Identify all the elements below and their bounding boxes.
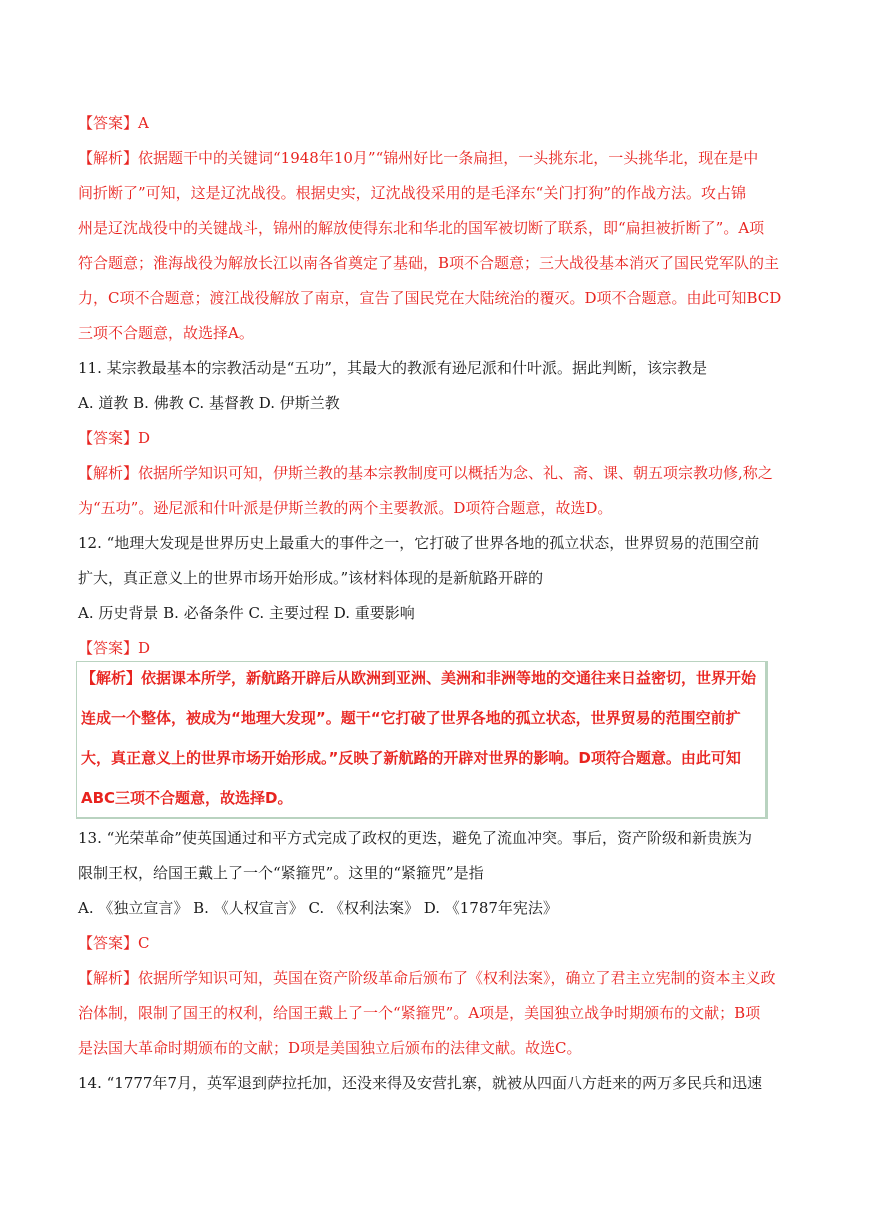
question-line: 13. “光荣革命”使英国通过和平方式完成了政权的更迭，避免了流血冲突。事后，资产阶级和新贵族为 xyxy=(78,829,752,847)
answer-analysis-line: 州是辽沈战役中的关键战斗，锦州的解放使得东北和华北的国军被切断了联系，即“扁担被折断了”。A项 xyxy=(78,219,765,237)
answer-analysis-line: 【解析】依据题干中的关键词“1948年10月”“锦州好比一条扁担，一头挑东北，一头挑华北，现在是中 xyxy=(78,149,759,167)
answer-analysis-line: 力，C项不合题意；渡江战役解放了南京，宣告了国民党在大陆统治的覆灭。D项不合题意。由此可知BCD xyxy=(78,289,782,307)
boxed-line: 连成一个整体，被成为“地理大发现”。题干“它打破了世界各地的孤立状态，世界贸易的范围空前扩 xyxy=(81,709,741,727)
question-line: A. 《独立宣言》 B. 《人权宣言》 C. 《权利法案》 D. 《1787年宪法》 xyxy=(78,899,558,917)
answer-analysis-line: 【答案】D xyxy=(78,429,151,447)
answer-analysis-line: 符合题意；淮海战役为解放长江以南各省奠定了基础，B项不合题意；三大战役基本消灭了国民党军队的主 xyxy=(78,254,780,272)
question-line: A. 道教 B. 佛教 C. 基督教 D. 伊斯兰教 xyxy=(78,394,340,412)
question-line: 扩大，真正意义上的世界市场开始形成。”该材料体现的是新航路开辟的 xyxy=(78,569,544,587)
answer-analysis-line: 是法国大革命时期颁布的文献；D项是美国独立后颁布的法律文献。故选C。 xyxy=(78,1039,582,1057)
answer-analysis-line: 【答案】C xyxy=(78,934,150,952)
question-line: 12. “地理大发现是世界历史上最重大的事件之一，它打破了世界各地的孤立状态，世界贸易的范围空前 xyxy=(78,534,760,552)
answer-analysis-line: 间折断了”可知，这是辽沈战役。根据史实，辽沈战役采用的是毛泽东“关门打狗”的作战方法。攻占锦 xyxy=(78,184,747,202)
boxed-line: ABC三项不合题意，故选择D。 xyxy=(81,789,293,807)
boxed-line: 大，真正意义上的世界市场开始形成。”反映了新航路的开辟对世界的影响。D项符合题意。由此可知 xyxy=(81,749,741,767)
answer-analysis-line: 【答案】A xyxy=(78,114,149,132)
answer-analysis-line: 【答案】D xyxy=(78,639,151,657)
answer-analysis-line: 【解析】依据所学知识可知，英国在资产阶级革命后颁布了《权利法案》，确立了君主立宪制的资本主义政 xyxy=(78,969,776,987)
question-line: 14. “1777年7月，英军退到萨拉托加，还没来得及安营扎寨，就被从四面八方赶来的两万多民兵和迅速 xyxy=(78,1074,763,1092)
answer-analysis-line: 为“五功”。逊尼派和什叶派是伊斯兰教的两个主要教派。D项符合题意，故选D。 xyxy=(78,499,613,517)
answer-analysis-line: 三项不合题意，故选择A。 xyxy=(78,324,254,342)
boxed-analysis-image xyxy=(76,661,768,819)
question-line: A. 历史背景 B. 必备条件 C. 主要过程 D. 重要影响 xyxy=(78,604,415,622)
boxed-line: 【解析】依据课本所学，新航路开辟后从欧洲到亚洲、美洲和非洲等地的交通往来日益密切，世界开始 xyxy=(81,669,757,687)
question-line: 限制王权，给国王戴上了一个“紧箍咒”。这里的“紧箍咒”是指 xyxy=(78,864,484,882)
answer-analysis-line: 治体制，限制了国王的权利，给国王戴上了一个“紧箍咒”。A项是，美国独立战争时期颁布的文献；B项 xyxy=(78,1004,761,1022)
question-line: 11. 某宗教最基本的宗教活动是“五功”，其最大的教派有逊尼派和什叶派。据此判断，该宗教是 xyxy=(78,359,707,377)
answer-analysis-line: 【解析】依据所学知识可知，伊斯兰教的基本宗教制度可以概括为念、礼、斋、课、朝五项宗教功修,称之 xyxy=(78,464,773,482)
